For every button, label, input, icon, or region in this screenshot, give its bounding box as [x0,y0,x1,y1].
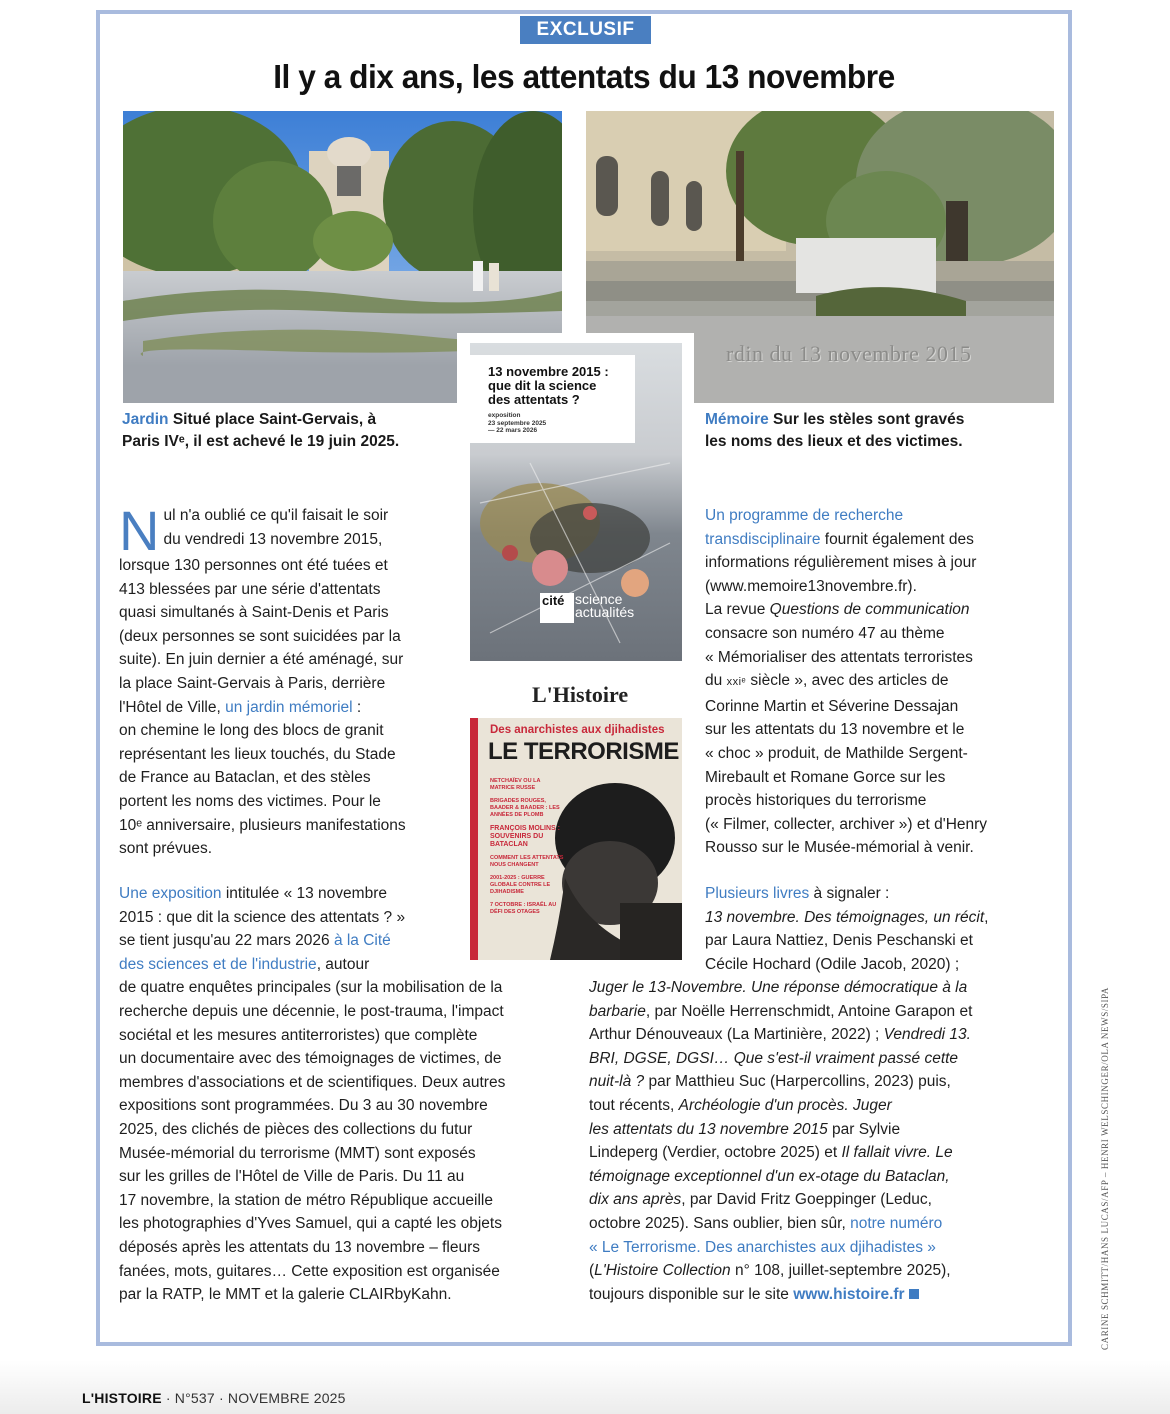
right-column-books-list [589,976,1049,1306]
text-fragment: toujours disponible sur le site [589,1285,794,1303]
text-line: les photographies d'Yves Samuel, qui a capté les objets [119,1215,502,1233]
text-line [589,1094,1049,1118]
book-title: Juger le 13-Novembre. Une réponse démocratique à la [589,979,968,996]
text-line: 17 novembre, la station de métro République accueille [119,1191,493,1209]
footer-issue: · N°537 · NOVEMBRE 2025 [161,1390,346,1406]
text-line: déposés après les attentats du 13 novembre – fleurs [119,1238,481,1256]
text-fragment: , autour [316,955,370,973]
right-column-books-intro [705,882,1045,976]
poster-title-line: que dit la science [488,378,597,393]
link-histoire-site[interactable]: www.histoire.fr [793,1285,905,1303]
left-column-intro [119,499,449,861]
caption-right [705,409,964,453]
text-line: par Laura Nattiez, Denis Peschanski et [705,932,973,950]
link-notre-numero[interactable]: notre numéro [850,1214,943,1232]
text-fragment: se tient jusqu'au 22 mars 2026 [119,932,334,950]
photo-credit: CARINE SCHMITT/HANS LUCAS/AFP – HENRI WELSCHINGER/OLA NEWS/SIPA [1100,987,1110,1350]
text-fragment: du [705,672,727,690]
book-title: barbarie [589,1002,646,1020]
article-headline: Il y a dix ans, les attentats du 13 novembre [273,58,895,95]
poster-title-line: des attentats ? [488,392,580,407]
poster-subtitle-line: 23 septembre 2025 [488,419,547,427]
text-line: par la RATP, le MMT et la galerie CLAIRbyKahn. [119,1286,452,1304]
text-line: fanées, mots, guitares… Cette exposition est organisée [119,1262,500,1280]
cover-teaser: 2001-2025 : GUERRE GLOBALE CONTRE LE DJIHADISME [490,875,551,895]
text-line: sur les attentats du 13 novembre et le [705,721,965,739]
text-line: expositions sont programmées. Du 3 au 30 novembre [119,1097,488,1115]
caption-text: Situé place Saint-Gervais, à [168,411,377,428]
link-programme-recherche[interactable]: Un programme de recherche [705,507,904,524]
text-line [119,953,569,977]
caption-text: Paris IVᵉ, il est achevé le 19 juin 2025. [122,433,400,450]
text-line: on chemine le long des blocs de granit [119,722,384,740]
text-line: (« Filmer, collecter, archiver ») et d'Henry [705,815,988,833]
dropcap: N [119,499,160,562]
text-line: 413 blessées par une série d'attentats [119,580,381,598]
book-title: Archéologie d'un procès. Juger [678,1096,892,1114]
text-fragment: , [984,908,989,926]
text-line: Rousso sur le Musée-mémorial à venir. [705,839,974,857]
text-line: informations régulièrement mises à jour [705,554,977,572]
book-title: BRI, DGSE, DGSI… Que s'est-il vraiment passé cette [589,1049,959,1067]
text-fragment: Arthur Dénouveaux (La Martinière, 2022) ; [589,1026,884,1044]
book-title: les attentats du 13 novembre 2015 [589,1120,828,1138]
magazine-logo: L'Histoire [532,682,629,707]
text-line [119,882,569,906]
text-line [119,696,449,720]
text-fragment: Lindeperg (Verdier, octobre 2025) et [589,1144,842,1162]
text-line: quasi simultanés à Saint-Denis et Paris [119,604,389,622]
link-cite-sciences-cont[interactable]: des sciences et de l'industrie [119,955,317,973]
text-line [705,906,1045,930]
text-fragment: n° 108, juillet-septembre 2025), [730,1262,951,1280]
book-title: nuit-là ? [589,1073,645,1091]
caption-left [122,409,399,453]
text-line: procès historiques du terrorisme [705,792,927,810]
caption-text: Sur les stèles sont gravés [768,411,965,428]
link-cite-sciences[interactable]: à la Cité [333,932,391,950]
poster-title-line: 13 novembre 2015 : [488,364,609,379]
text-line [589,1000,1049,1024]
stele-engraving: rdin du 13 novembre 2015 [726,341,972,366]
link-programme-recherche-cont[interactable]: transdisciplinaire [705,530,821,548]
text-fragment: intitulée « 13 novembre [221,885,387,902]
cover-teaser: BRIGADES ROUGES, BAADER & BAADER : LES ANNÉES DE PLOMB [490,798,560,818]
text-line: représentant les lieux touchés, du Stade [119,745,396,763]
link-exposition[interactable]: Une exposition [119,885,222,902]
text-line: sont prévues. [119,840,213,858]
text-line: du vendredi 13 novembre 2015, [163,530,383,548]
text-line: membres d'associations et de scientifiques. Deux autres [119,1073,506,1091]
cover-teaser: NETCHAÏEV OU LA MATRICE RUSSE [490,778,541,791]
text-line: sociétal et les mesures antiterroristes) que complète [119,1026,478,1044]
cover-teaser: 7 OCTOBRE : ISRAËL AU DÉFI DES OTAGES [490,902,557,915]
text-line [589,1165,1049,1189]
text-line: 10ᵉ anniversaire, plusieurs manifestations [119,816,406,834]
text-fragment: par Sylvie [827,1120,901,1138]
book-title: dix ans après [589,1191,682,1209]
text-line: Mirebault et Romane Gorce sur les [705,768,946,786]
text-line [705,598,1045,622]
exhibition-poster-frame [457,333,694,663]
text-fragment: : [352,698,362,716]
link-plusieurs-livres[interactable]: Plusieurs livres [705,885,810,902]
page-footer [82,1390,346,1406]
text-line: « choc » produit, de Mathilde Sergent- [705,744,968,762]
poster-brand-line: actualités [575,604,635,620]
text-fragment: octobre 2025). Sans oublier, bien sûr, [589,1214,851,1232]
text-fragment: La revue [705,601,770,619]
text-fragment: , par Noëlle Herrenschmidt, Antoine Garapon et [645,1002,973,1020]
end-of-article-square-icon [909,1289,919,1299]
text-line [589,1047,1049,1071]
text-line [589,1188,1049,1212]
text-line: ul n'a oublié ce qu'il faisait le soir [163,507,389,524]
book-title: témoignage exceptionnel d'un ex-otage du Bataclan, [589,1167,950,1185]
text-line [589,1118,1049,1142]
kicker-badge: EXCLUSIF [520,16,651,44]
journal-title: Questions de communication [769,601,970,619]
text-fragment: l'Hôtel de Ville, [119,698,226,716]
poster-brand-line: science [575,591,623,607]
book-title: Vendredi 13. [883,1026,971,1044]
poster-title-box [470,355,635,443]
text-line [589,1023,1049,1047]
text-line [119,929,569,953]
text-line [705,528,1045,552]
poster-subtitle-line: exposition [488,412,521,419]
text-fragment: siècle », avec des articles de [746,672,949,690]
text-line: un documentaire avec des témoignages de victimes, de [119,1050,502,1068]
text-line [589,1141,1049,1165]
link-jardin-memoriel[interactable]: un jardin mémoriel [225,698,353,716]
magazine-title: LE TERRORISME [488,738,679,765]
text-line: Corinne Martin et Séverine Dessajan [705,697,959,715]
left-column-exhibition [119,882,569,1307]
text-line: Musée-mémorial du terrorisme (MMT) sont exposés [119,1144,476,1162]
magazine-kicker: Des anarchistes aux djihadistes [490,724,665,736]
century-smallcaps: xxiᵉ [726,676,747,689]
text-line: sur les grilles de l'Hôtel de Ville de Paris. Du 11 au [119,1168,465,1186]
text-fragment: par Matthieu Suc (Harpercollins, 2023) puis, [644,1073,951,1091]
text-line [589,1070,1049,1094]
text-line: de France au Bataclan, et des stèles [119,769,371,787]
book-title: Il fallait vivre. Le [841,1144,953,1162]
text-line: « Mémorialiser des attentats terroristes [705,648,973,666]
exhibition-poster [470,343,682,661]
text-line: lorsque 130 personnes ont été tuées et [119,557,388,574]
text-fragment: à signaler : [809,885,890,902]
right-column-research [705,504,1045,860]
caption-text: les noms des lieux et des victimes. [705,433,963,450]
text-line [705,669,1045,695]
text-line [589,976,1049,1000]
text-line: portent les noms des victimes. Pour le [119,792,381,810]
text-line [589,1212,1049,1236]
text-fragment: , par David Fritz Goeppinger (Leduc, [681,1191,932,1209]
text-line: consacre son numéro 47 au thème [705,624,945,642]
text-line [589,1283,1049,1307]
text-line: 2025, des clichés de pièces des collections du futur [119,1120,473,1138]
cover-teaser: COMMENT LES ATTENTATS NOUS CHANGENT [490,855,564,868]
text-fragment: fournit également des [820,530,974,548]
text-line: la place Saint-Gervais à Paris, derrière [119,674,386,692]
text-fragment: ( [589,1262,595,1280]
text-line [589,1259,1049,1283]
text-line: Cécile Hochard (Odile Jacob, 2020) ; [705,955,960,973]
text-line: 2015 : que dit la science des attentats ? » [119,908,406,926]
poster-subtitle-line: — 22 mars 2026 [488,427,538,434]
link-notre-numero-title[interactable]: « Le Terrorisme. Des anarchistes aux djihadistes » [589,1238,936,1256]
text-line: recherche depuis une décennie, le post-trauma, l'impact [119,1002,504,1020]
text-line [705,882,1045,906]
caption-label: Jardin [122,411,169,428]
cover-teaser: FRANÇOIS MOLINS : SOUVENIRS DU BATACLAN [490,825,560,848]
collection-title: L'Histoire Collection [594,1262,731,1280]
text-line: (www.memoire13novembre.fr). [705,577,917,595]
text-line: (deux personnes se sont suicidées par la [119,627,401,645]
caption-label: Mémoire [705,411,769,428]
footer-brand: L'HISTOIRE [82,1390,162,1406]
text-fragment: tout récents, [589,1096,679,1114]
book-title: 13 novembre. Des témoignages, un récit [705,908,985,926]
cite-logo: cité [540,593,574,623]
text-line: suite). En juin dernier a été aménagé, sur [119,651,404,669]
text-line: de quatre enquêtes principales (sur la mobilisation de la [119,979,503,997]
